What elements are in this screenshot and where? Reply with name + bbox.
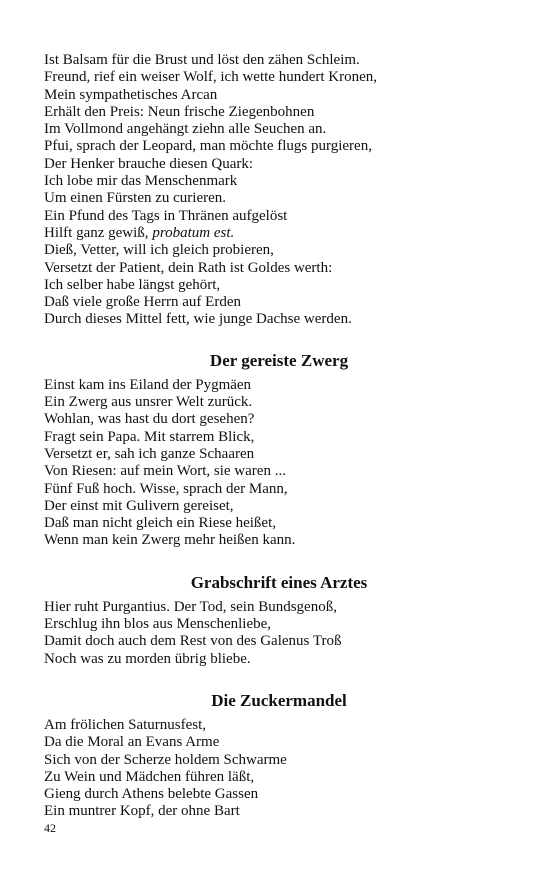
poem-line: Um einen Fürsten zu curieren. xyxy=(44,190,227,207)
poem-line: Gieng durch Athens belebte Gassen xyxy=(44,786,259,803)
poem-line: Versetzt er, sah ich ganze Schaaren xyxy=(44,445,255,462)
poem-line: Erschlug ihn blos aus Menschenliebe, xyxy=(44,616,272,633)
poem-der-gereiste-zwerg xyxy=(44,377,514,550)
poem-line: Fünf Fuß hoch. Wisse, sprach der Mann, xyxy=(44,480,288,497)
italic-latin-phrase: probatum est. xyxy=(152,224,235,241)
poem-line: Einst kam ins Eiland der Pygmäen xyxy=(44,376,252,393)
poem-line: Versetzt der Patient, dein Rath ist Goldes werth: xyxy=(44,259,333,276)
poem-continuation xyxy=(44,52,514,329)
poem-line: Am frölichen Saturnusfest, xyxy=(44,716,207,733)
poem-line: Damit doch auch dem Rest von des Galenus Troß xyxy=(44,633,342,650)
poem-line: Fragt sein Papa. Mit starrem Blick, xyxy=(44,428,255,445)
poem-line: Von Riesen: auf mein Wort, sie waren ... xyxy=(44,463,286,480)
poem-line: Ist Balsam für die Brust und löst den zähen Schleim. xyxy=(44,52,360,68)
poem-line: Der Henker brauche diesen Quark: xyxy=(44,155,254,172)
poem-title: Die Zuckermandel xyxy=(211,690,347,710)
poem-line: Ein Zwerg aus unsrer Welt zurück. xyxy=(44,394,253,411)
poem-line: Durch dieses Mittel fett, wie junge Dachse werden. xyxy=(44,311,352,328)
poem-grabschrift-eines-arztes xyxy=(44,599,514,668)
poem-die-zuckermandel xyxy=(44,717,514,821)
poem-line: Ein muntrer Kopf, der ohne Bart xyxy=(44,803,240,820)
poem-line: Noch was zu morden übrig bliebe. xyxy=(44,650,251,667)
poem-line: Daß man nicht gleich ein Riese heißet, xyxy=(44,515,277,532)
poem-line: Pfui, sprach der Leopard, man möchte flugs purgieren, xyxy=(44,138,372,155)
poem-line-text: Hilft ganz gewiß, xyxy=(44,224,153,241)
poem-line: Da die Moral an Evans Arme xyxy=(44,734,220,751)
poem-line: Sich von der Scherze holdem Schwarme xyxy=(44,751,287,768)
poem-line: Ein Pfund des Tags in Thränen aufgelöst xyxy=(44,207,288,224)
poem-line: Erhält den Preis: Neun frische Ziegenbohnen xyxy=(44,103,315,120)
book-page xyxy=(44,48,514,821)
poem-line: Ich lobe mir das Menschenmark xyxy=(44,173,238,190)
poem-line: Ich selber habe längst gehört, xyxy=(44,276,221,293)
poem-line: Daß viele große Herrn auf Erden xyxy=(44,294,241,311)
poem-title: Grabschrift eines Arztes xyxy=(190,572,368,592)
poem-line: Im Vollmond angehängt ziehn alle Seuchen an. xyxy=(44,121,327,138)
poem-line: Freund, rief ein weiser Wolf, ich wette hundert Kronen, xyxy=(44,69,377,86)
poem-title: Der gereiste Zwerg xyxy=(209,350,349,370)
poem-line-with-italic xyxy=(44,225,514,242)
page-number: 42 xyxy=(44,821,56,835)
poem-line: Mein sympathetisches Arcan xyxy=(44,86,218,103)
poem-line: Dieß, Vetter, will ich gleich probieren, xyxy=(44,242,274,259)
poem-line: Der einst mit Gulivern gereiset, xyxy=(44,497,234,514)
poem-line: Hier ruht Purgantius. Der Tod, sein Bundsgenoß, xyxy=(44,598,337,615)
poem-line: Wohlan, was hast du dort gesehen? xyxy=(44,411,255,428)
poem-line: Wenn man kein Zwerg mehr heißen kann. xyxy=(44,532,296,549)
poem-line: Zu Wein und Mädchen führen läßt, xyxy=(44,768,255,785)
